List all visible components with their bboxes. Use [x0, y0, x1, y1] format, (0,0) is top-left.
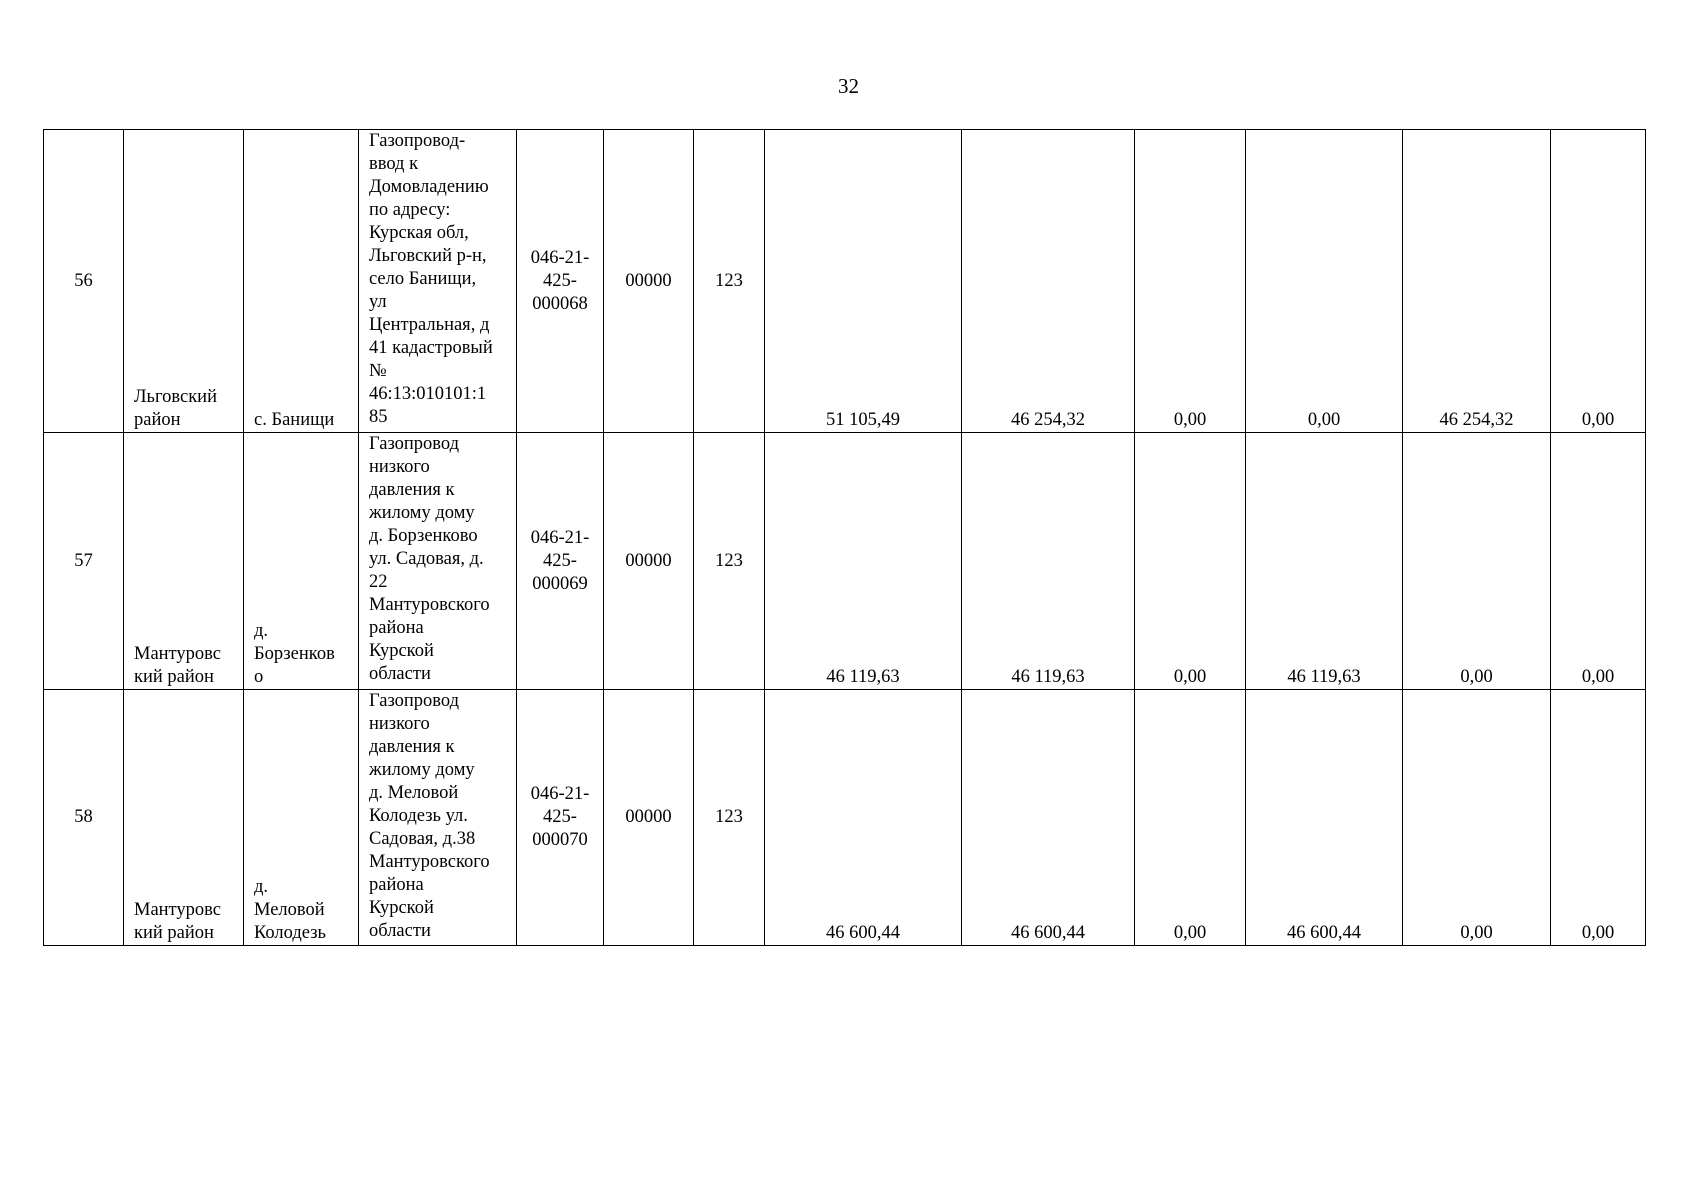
value-cell-1: 51 105,49: [765, 130, 962, 433]
value-cell-6: 0,00: [1551, 690, 1646, 946]
row-number-cell: 58: [44, 690, 124, 946]
code-cell: 046-21- 425- 000069: [517, 433, 604, 690]
value-cell-4: 46 600,44: [1246, 690, 1403, 946]
code-cell: 046-21- 425- 000070: [517, 690, 604, 946]
district-cell: Мантуровс кий район: [124, 690, 244, 946]
locality-cell: с. Банищи: [244, 130, 359, 433]
data-table: [43, 129, 1646, 946]
value-cell-5: 46 254,32: [1403, 130, 1551, 433]
code2-cell: 00000: [604, 130, 694, 433]
code2-cell: 00000: [604, 690, 694, 946]
code2-cell: 00000: [604, 433, 694, 690]
district-cell: Мантуровс кий район: [124, 433, 244, 690]
row-number-cell: 56: [44, 130, 124, 433]
value-cell-1: 46 600,44: [765, 690, 962, 946]
locality-cell: д. Меловой Колодезь: [244, 690, 359, 946]
table-row: [44, 130, 1646, 433]
value-cell-5: 0,00: [1403, 433, 1551, 690]
table-row: [44, 433, 1646, 690]
value-cell-2: 46 254,32: [962, 130, 1135, 433]
value-cell-4: 46 119,63: [1246, 433, 1403, 690]
page-number: 32: [838, 74, 859, 98]
value-cell-3: 0,00: [1135, 690, 1246, 946]
value-cell-1: 46 119,63: [765, 433, 962, 690]
value-cell-2: 46 119,63: [962, 433, 1135, 690]
row-number-cell: 57: [44, 433, 124, 690]
code3-cell: 123: [694, 690, 765, 946]
description-cell: Газопровод низкого давления к жилому дому д. Борзенково ул. Садовая, д. 22 Мантуровского района Курской области: [359, 433, 517, 690]
value-cell-3: 0,00: [1135, 130, 1246, 433]
table-row: [44, 690, 1646, 946]
description-cell: Газопровод низкого давления к жилому дому д. Меловой Колодезь ул. Садовая, д.38 Мантуровского района Курской области: [359, 690, 517, 946]
code-cell: 046-21- 425- 000068: [517, 130, 604, 433]
code3-cell: 123: [694, 433, 765, 690]
district-cell: Льговский район: [124, 130, 244, 433]
value-cell-6: 0,00: [1551, 433, 1646, 690]
value-cell-6: 0,00: [1551, 130, 1646, 433]
value-cell-3: 0,00: [1135, 433, 1246, 690]
value-cell-2: 46 600,44: [962, 690, 1135, 946]
description-cell: Газопровод- ввод к Домовладению по адресу: Курская обл, Льговский р-н, село Банищи, ул Центральная, д 41 кадастровый № 46:13:010101:1 85: [359, 130, 517, 433]
value-cell-4: 0,00: [1246, 130, 1403, 433]
code3-cell: 123: [694, 130, 765, 433]
locality-cell: д. Борзенков о: [244, 433, 359, 690]
value-cell-5: 0,00: [1403, 690, 1551, 946]
